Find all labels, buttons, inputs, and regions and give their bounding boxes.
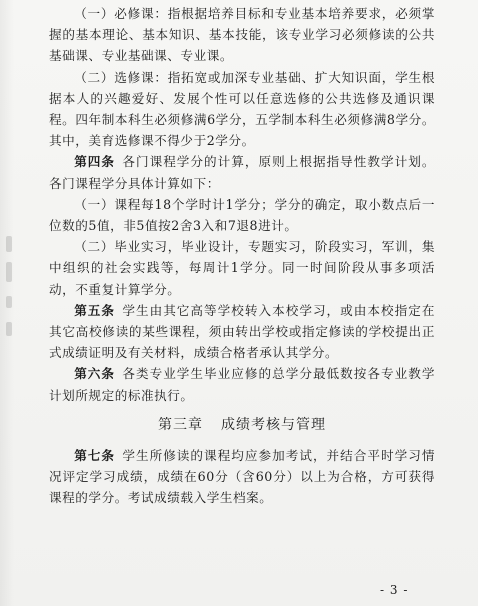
paragraph-text: （一）必修课：指根据培养目标和专业基本培养要求，必须掌握的基本理论、基本知识、基本技能，该专业学习必须修读的公共基础课、专业基础课、专业课。 — [49, 6, 435, 64]
paragraph-text: （二）选修课：指拓宽或加深专业基础、扩大知识面，学生根据本人的兴趣爱好、发展个性可以任意选修的公共选修及通识课程。四年制本科生必须修满6学分，五学制本科生必须修满8学分。其中，美育选修课不得少于2学分。 — [49, 69, 435, 149]
document-body — [49, 3, 435, 508]
paragraph-text: 学生由其它高等学校转入本校学习，或由本校指定在其它高校修读的某些课程，须由转出学校或指定修读的学校提出正式成绩证明及有关材料，成绩合格者承认其学分。 — [49, 302, 435, 361]
paragraph-group — [49, 3, 435, 406]
paragraph-text: 各类专业学生毕业应修的总学分最低数按各专业教学计划所规定的标准执行。 — [49, 366, 435, 403]
article-number: 第七条 — [74, 447, 116, 463]
article-paragraph — [49, 236, 435, 300]
paragraph-text: （二）毕业实习，毕业设计，专题实习，阶段实习，军训，集中组织的社会实践等，每周计1学分。同一时间阶段从事多项活动，不重复计算学分。 — [49, 239, 435, 297]
scan-bleed-mark — [6, 236, 12, 252]
scan-bleed-mark — [6, 262, 12, 282]
chapter-number: 第三章 — [158, 416, 203, 433]
article-paragraph — [49, 151, 435, 193]
article-paragraph — [49, 363, 435, 405]
scan-bleed-mark — [6, 322, 12, 336]
scan-bleed-mark — [6, 296, 12, 308]
article-paragraph — [49, 67, 435, 152]
chapter-title: 成绩考核与管理 — [221, 416, 326, 433]
article-number: 第五条 — [74, 302, 116, 318]
paragraph-group — [49, 445, 435, 509]
article-paragraph — [49, 194, 435, 236]
article-paragraph — [49, 3, 435, 67]
chapter-heading — [49, 414, 435, 436]
page-number: - 3 - — [380, 583, 409, 597]
paragraph-text: 学生所修读的课程均应参加考试，并结合平时学习情况评定学习成绩，成绩在60分（含60分）以上为合格，方可获得课程的学分。考试成绩载入学生档案。 — [49, 447, 435, 506]
paragraph-text: 各门课程学分的计算，原则上根据指导性教学计划。各门课程学分具体计算如下： — [49, 154, 435, 191]
article-paragraph — [49, 300, 435, 364]
article-number: 第六条 — [74, 366, 116, 382]
paragraph-text: （一）课程每18个学时计1学分；学分的确定，取小数点后一位数的5值，非5值按2舍3入和7退8进计。 — [49, 196, 435, 234]
article-paragraph — [49, 445, 435, 509]
article-number: 第四条 — [74, 154, 116, 170]
